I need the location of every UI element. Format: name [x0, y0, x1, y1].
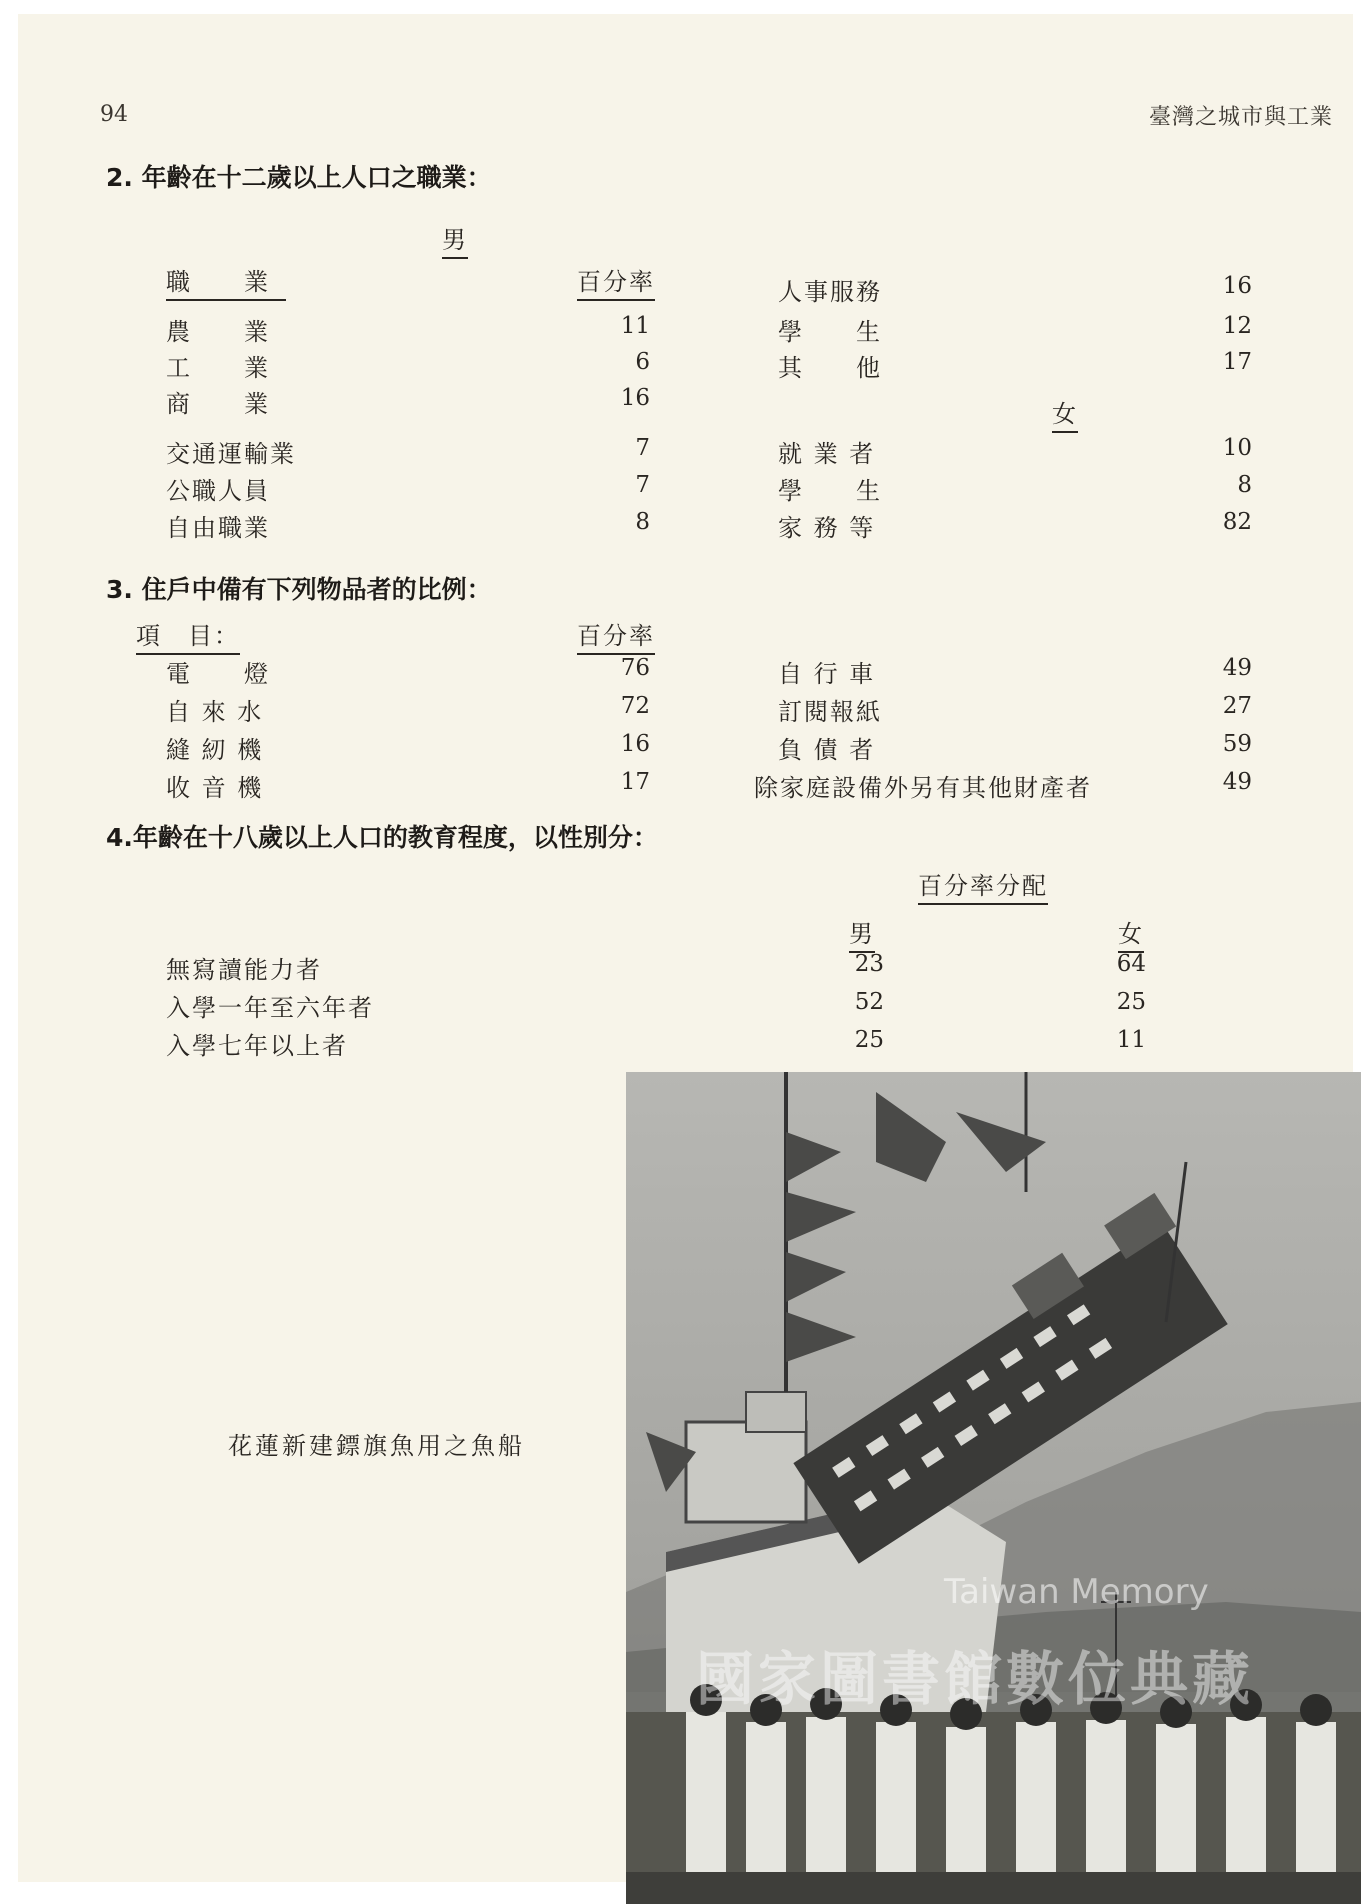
- household-item-percent: 17: [620, 769, 650, 795]
- household-item-label: 自 來 水: [166, 698, 264, 726]
- education-female-percent: 64: [1116, 951, 1146, 977]
- household-item-percent: 72: [620, 693, 650, 719]
- photo-caption: 花蓮新建鏢旗魚用之魚船: [228, 1432, 525, 1460]
- occupation-percent: 17: [1222, 349, 1252, 375]
- occupation-label: 工 業: [166, 354, 270, 382]
- education-female-percent: 11: [1116, 1027, 1146, 1053]
- watermark-text-2: 國家圖書館數位典藏: [696, 1645, 1255, 1713]
- education-male-percent: 25: [854, 1027, 884, 1053]
- education-male-header: 男: [849, 914, 875, 953]
- occupation-label: 人事服務: [778, 278, 882, 306]
- household-item-percent: 49: [1222, 655, 1252, 681]
- household-item-percent: 16: [620, 731, 650, 757]
- percent-column-header: 百分率: [577, 262, 655, 301]
- occupation-column-header: 職 業: [166, 262, 286, 301]
- occupation-percent: 8: [1237, 472, 1252, 498]
- occupation-percent: 8: [635, 509, 650, 535]
- education-female-header: 女: [1118, 914, 1144, 953]
- section-2-title: 2. 年齡在十二歲以上人口之職業：: [106, 163, 492, 192]
- household-item-percent: 59: [1222, 731, 1252, 757]
- occupation-label: 學 生: [778, 318, 882, 346]
- occupation-percent: 11: [620, 313, 650, 339]
- occupation-percent: 16: [1222, 273, 1252, 299]
- fishing-boat-photo: [626, 1072, 1361, 1904]
- section-4-title: 4.年齡在十八歲以上人口的教育程度，以性別分：: [106, 823, 658, 852]
- education-level-label: 無寫讀能力者: [166, 956, 322, 984]
- household-item-label: 訂閱報紙: [778, 698, 882, 726]
- occupation-label: 家 務 等: [778, 514, 876, 542]
- occupation-label: 交通運輸業: [166, 440, 296, 468]
- watermark-text: Taiwan Memory: [944, 1572, 1209, 1612]
- distribution-heading: 百分率分配: [918, 866, 1048, 905]
- household-item-label: 自 行 車: [778, 660, 876, 688]
- occupation-label: 公職人員: [166, 477, 270, 505]
- education-level-label: 入學一年至六年者: [166, 994, 374, 1022]
- page-number: 94: [100, 102, 128, 127]
- household-item-label: 電 燈: [166, 660, 270, 688]
- photo-illustration: [626, 1072, 1361, 1904]
- education-male-percent: 23: [854, 951, 884, 977]
- occupation-percent: 7: [635, 472, 650, 498]
- occupation-label: 其 他: [778, 354, 882, 382]
- item-column-header: 項 目：: [136, 616, 240, 655]
- occupation-label: 農 業: [166, 318, 270, 346]
- household-item-label: 除家庭設備外另有其他財產者: [754, 774, 1092, 802]
- occupation-label: 自由職業: [166, 514, 270, 542]
- household-item-percent: 76: [620, 655, 650, 681]
- female-heading: 女: [1052, 394, 1078, 433]
- household-item-label: 縫 紉 機: [166, 736, 264, 764]
- running-title: 臺灣之城市與工業: [1148, 105, 1333, 130]
- occupation-label: 就 業 者: [778, 440, 876, 468]
- occupation-percent: 82: [1222, 509, 1252, 535]
- male-heading: 男: [442, 220, 468, 259]
- occupation-percent: 6: [635, 349, 650, 375]
- occupation-label: 學 生: [778, 477, 882, 505]
- occupation-percent: 7: [635, 435, 650, 461]
- household-item-percent: 49: [1222, 769, 1252, 795]
- education-level-label: 入學七年以上者: [166, 1032, 348, 1060]
- occupation-percent: 16: [620, 385, 650, 411]
- household-item-label: 負 債 者: [778, 736, 876, 764]
- percent-column-header-2: 百分率: [577, 616, 655, 655]
- occupation-label: 商 業: [166, 390, 270, 418]
- scanned-page: [18, 14, 1353, 1882]
- household-item-label: 收 音 機: [166, 774, 264, 802]
- education-male-percent: 52: [854, 989, 884, 1015]
- occupation-percent: 10: [1222, 435, 1252, 461]
- occupation-percent: 12: [1222, 313, 1252, 339]
- education-female-percent: 25: [1116, 989, 1146, 1015]
- section-3-title: 3. 住戶中備有下列物品者的比例：: [106, 575, 492, 604]
- household-item-percent: 27: [1222, 693, 1252, 719]
